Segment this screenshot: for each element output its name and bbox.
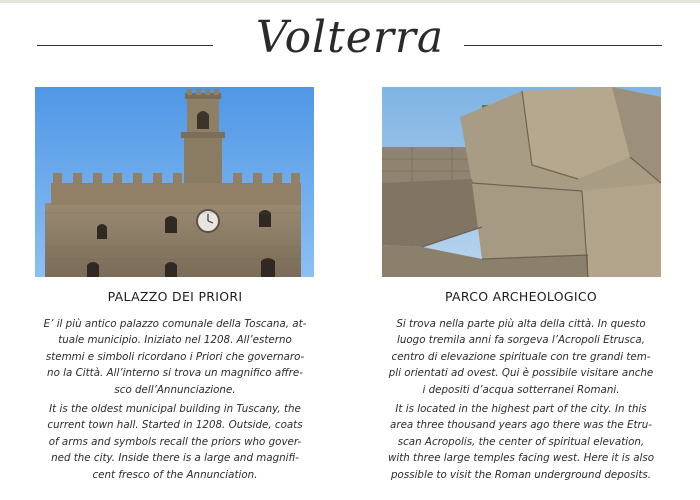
text-line: possible to visit the Roman underground deposits. (391, 468, 651, 481)
palazzo-dei-priori-photo (35, 87, 314, 277)
text-line: stemmi e simboli ricordano i Priori che governaro- (45, 350, 305, 363)
page-title: Volterra (255, 12, 445, 63)
section-heading-parco: PARCO ARCHEOLOGICO (444, 289, 598, 304)
text-line: ned the city. Inside there is a large and magnifi- (51, 452, 299, 465)
text-line: tuale municipio. Iniziato nel 1208. All’esterno (58, 334, 292, 347)
text-line: E’ il più antico palazzo comunale della Toscana, at- (43, 318, 307, 330)
text-line: current town hall. Started in 1208. Outside, coats (47, 419, 303, 432)
text-line: It is located in the highest part of the city. In this (395, 403, 647, 415)
text-line: It is the oldest municipal building in Tuscany, the (49, 403, 301, 415)
parco-italian-description (368, 316, 674, 398)
text-line: area three thousand years ago there was the Etru- (390, 419, 652, 432)
text-line: scan Acropolis, the center of spiritual elevation, (397, 435, 645, 448)
text-line: cent fresco of the Annunciation. (92, 468, 258, 481)
text-line: centro di elevazione spirituale con tre grandi tem- (391, 350, 651, 363)
text-line: of arms and symbols recall the priors who gover- (48, 435, 302, 448)
title-rule-right (464, 45, 662, 46)
parco-archeologico-photo (382, 87, 661, 277)
text-line: with three large temples facing west. Here it is also (387, 452, 655, 465)
text-line: sco dell’Annunciazione. (114, 383, 236, 396)
parco-english-description (368, 401, 674, 483)
title-rule-left (37, 45, 213, 46)
text-line: luogo tremila anni fa sorgeva l’Acropoli Etrusca, (396, 334, 645, 347)
text-line: pli orientati ad ovest. Qui è possibile visitare anche (388, 367, 654, 380)
text-line: i depositi d’acqua sotterranei Romani. (422, 383, 620, 396)
palazzo-english-description (22, 401, 328, 483)
text-line: Si trova nella parte più alta della città. In questo (396, 318, 646, 330)
section-heading-palazzo: PALAZZO DEI PRIORI (107, 289, 243, 304)
top-border (0, 0, 700, 3)
palazzo-italian-description (22, 316, 328, 398)
text-line: no la Città. All’interno si trova un magnifico affre- (47, 367, 303, 380)
